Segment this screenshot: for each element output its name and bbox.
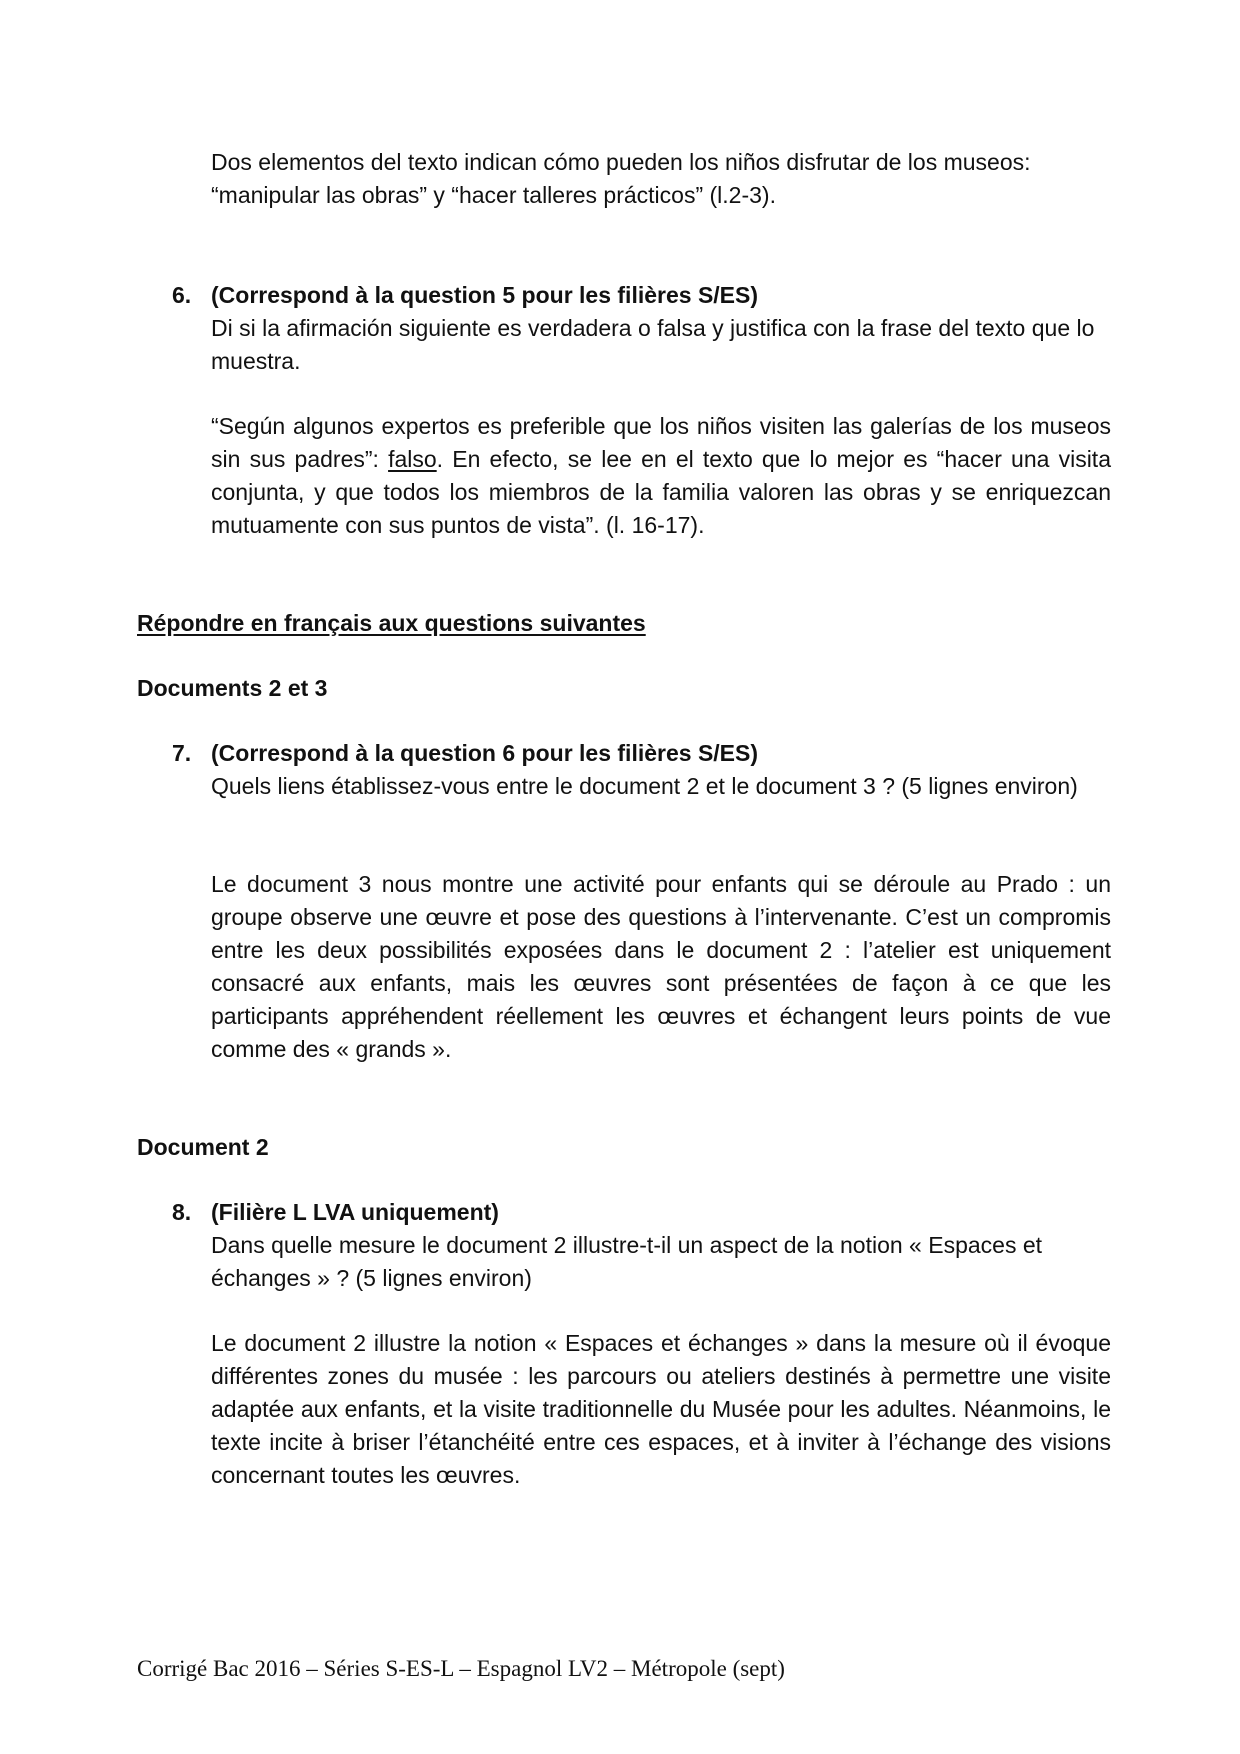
question-6-answer-quote: “Según algunos expertos es preferible que los niños visiten las galerías de los museos sin sus padres”: — [211, 413, 1111, 472]
document-2-heading: Document 2 — [137, 1134, 269, 1160]
question-6-answer-rest: . En efecto, se lee en el texto que lo mejor es “hacer una visita conjunta, y que todos los miembros de la familia valoren las obras y se enriquezcan mutuamente con sus puntos de vista”. (l. 16-17). — [211, 446, 1111, 538]
question-6-answer-verdict: falso — [388, 446, 437, 472]
question-7-title: (Correspond à la question 6 pour les filières S/ES) — [211, 740, 759, 766]
question-8-number: 8. — [172, 1199, 192, 1225]
question-8-prompt: Dans quelle mesure le document 2 illustre-t-il un aspect de la notion « Espaces et échanges » ? (5 lignes environ) — [211, 1232, 1043, 1291]
question-6-answer — [211, 410, 1111, 542]
documents-2-3-heading: Documents 2 et 3 — [137, 675, 328, 701]
question-8-answer: Le document 2 illustre la notion « Espaces et échanges » dans la mesure où il évoque différentes zones du musée : les parcours ou ateliers destinés à permettre une visite adaptée aux enfants, et la visite traditionnelle du Musée pour les adultes. Néanmoins, le texte incite à briser l’étanchéité entre ces espaces, et à inviter à l’échange des visions concernant toutes les œuvres. — [211, 1330, 1111, 1488]
question-6-prompt: Di si la afirmación siguiente es verdadera o falsa y justifica con la frase del texto que lo muestra. — [211, 315, 1095, 374]
question-7-number: 7. — [172, 740, 192, 766]
section-heading: Répondre en français aux questions suivantes — [137, 610, 646, 636]
question-6-number: 6. — [172, 282, 192, 308]
question-7-prompt: Quels liens établissez-vous entre le document 2 et le document 3 ? (5 lignes environ) — [211, 773, 1078, 799]
question-7-answer: Le document 3 nous montre une activité pour enfants qui se déroule au Prado : un groupe observe une œuvre et pose des questions à l’intervenante. C’est un compromis entre les deux possibilités exposées dans le document 2 : l’atelier est uniquement consacré aux enfants, mais les œuvres sont présentées de façon à ce que les participants appréhendent réellement les œuvres et échangent leurs points de vue comme des « grands ». — [211, 871, 1111, 1062]
intro-answer: Dos elementos del texto indican cómo pueden los niños disfrutar de los museos: “manipular las obras” y “hacer talleres prácticos” (l.2-3). — [211, 149, 1031, 208]
question-6-title: (Correspond à la question 5 pour les filières S/ES) — [211, 282, 759, 308]
question-8-title: (Filière L LVA uniquement) — [211, 1199, 499, 1225]
page-footer: Corrigé Bac 2016 – Séries S-ES-L – Espagnol LV2 – Métropole (sept) — [137, 1656, 785, 1681]
